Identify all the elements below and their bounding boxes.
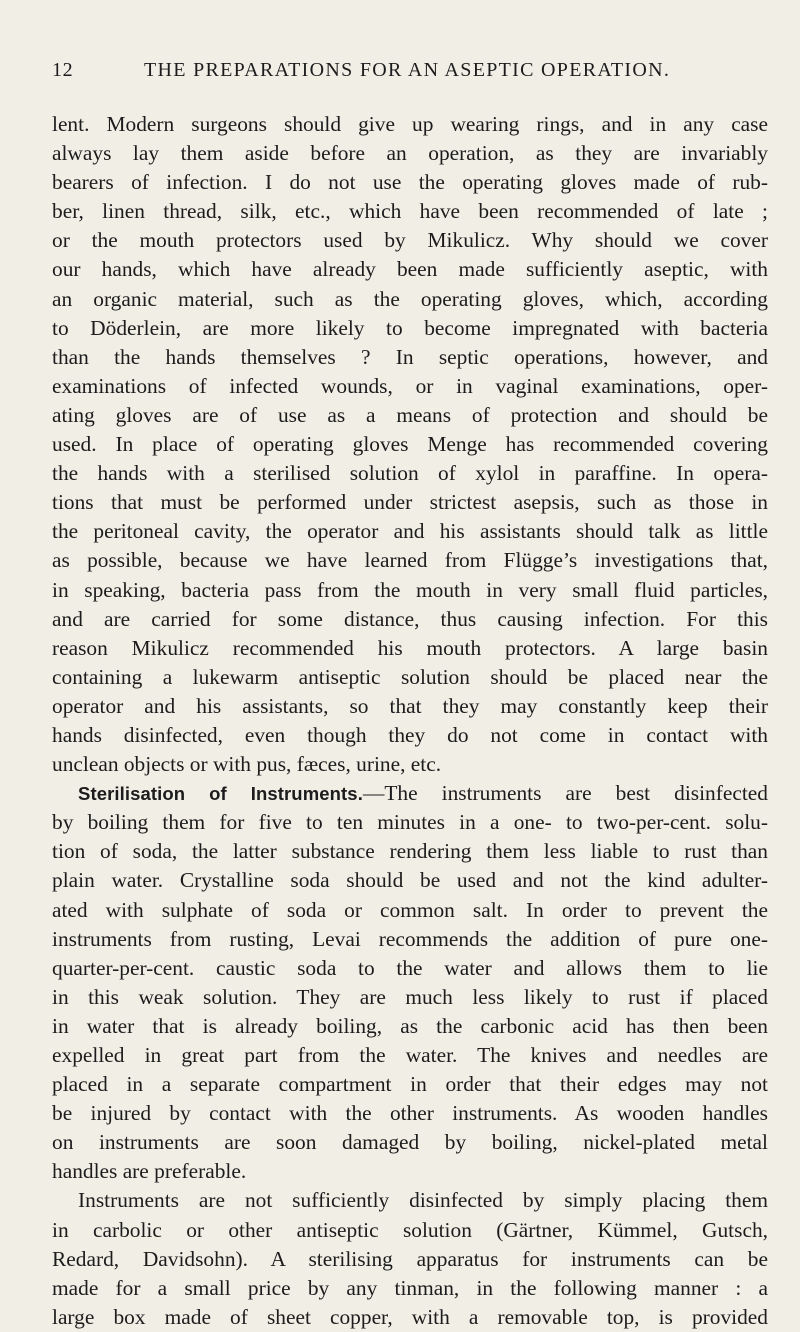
text-line: made for a small price by any tinman, in the following manner : a bbox=[52, 1275, 768, 1300]
text-line: on instruments are soon damaged by boiling, nickel-plated metal bbox=[52, 1130, 768, 1155]
text-line: an organic material, such as the operating gloves, which, according bbox=[52, 286, 768, 311]
text-line: the peritoneal cavity, the operator and his assistants should talk as little bbox=[52, 519, 768, 544]
text-line: examinations of infected wounds, or in vaginal examinations, oper- bbox=[52, 373, 768, 398]
text-line: Redard, Davidsohn). A sterilising apparatus for instruments can be bbox=[52, 1246, 768, 1271]
text-line: our hands, which have already been made sufficiently aseptic, with bbox=[52, 257, 768, 282]
text-line: always lay them aside before an operation, as they are invariably bbox=[52, 141, 768, 166]
text-line: bearers of infection. I do not use the operating gloves made of rub- bbox=[52, 170, 768, 195]
text-line: ated with sulphate of soda or common salt. In order to prevent the bbox=[52, 897, 768, 922]
text-line: the hands with a sterilised solution of xylol in paraffine. In opera- bbox=[52, 461, 768, 486]
text-line: plain water. Crystalline soda should be used and not the kind adulter- bbox=[52, 868, 768, 893]
text-line: operator and his assistants, so that they may constantly keep their bbox=[52, 693, 768, 718]
text-line: ber, linen thread, silk, etc., which have been recommended of late ; bbox=[52, 199, 768, 224]
text-line: in speaking, bacteria pass from the mouth in very small fluid particles, bbox=[52, 577, 768, 602]
text-line: tions that must be performed under strictest asepsis, such as those in bbox=[52, 490, 768, 515]
text-line: as possible, because we have learned from Flügge’s investigations that, bbox=[52, 548, 768, 573]
text-line: or the mouth protectors used by Mikulicz. Why should we cover bbox=[52, 228, 768, 253]
text-line: handles are preferable. bbox=[52, 1159, 247, 1184]
text-line: expelled in great part from the water. The knives and needles are bbox=[52, 1043, 768, 1067]
running-title: THE PREPARATIONS FOR AN ASEPTIC OPERATION. bbox=[144, 59, 671, 81]
text-line: containing a lukewarm antiseptic solution should be placed near the bbox=[52, 664, 768, 689]
text-line: and are carried for some distance, thus causing infection. For this bbox=[52, 606, 768, 631]
text-line: tion of soda, the latter substance rendering them less liable to rust than bbox=[52, 839, 768, 864]
text-line: placed in a separate compartment in order that their edges may not bbox=[52, 1072, 768, 1097]
body-text bbox=[52, 110, 768, 1332]
text-line: than the hands themselves ? In septic operations, however, and bbox=[52, 344, 768, 369]
section-heading: Sterilisation of Instruments. bbox=[78, 783, 363, 805]
text-line: be injured by contact with the other instruments. As wooden handles bbox=[52, 1101, 768, 1126]
text-line: hands disinfected, even though they do not come in contact with bbox=[52, 722, 768, 747]
text-line: large box made of sheet copper, with a removable top, is provided bbox=[52, 1304, 768, 1329]
running-head bbox=[52, 59, 768, 87]
text-line: instruments from rusting, Levai recommends the addition of pure one- bbox=[52, 926, 768, 951]
text-line: in this weak solution. They are much less likely to rust if placed bbox=[52, 984, 768, 1009]
text-line: lent. Modern surgeons should give up wearing rings, and in any case bbox=[52, 112, 768, 136]
text-line: used. In place of operating gloves Menge has recommended covering bbox=[52, 432, 768, 457]
text-line: to Döderlein, are more likely to become impregnated with bacteria bbox=[52, 315, 768, 340]
text-line: reason Mikulicz recommended his mouth protectors. A large basin bbox=[52, 635, 768, 660]
text-line: by boiling them for five to ten minutes in a one- to two-per-cent. solu- bbox=[52, 810, 768, 835]
text-line: in carbolic or other antiseptic solution (Gärtner, Kümmel, Gutsch, bbox=[52, 1217, 768, 1242]
text-line: in water that is already boiling, as the carbonic acid has then been bbox=[52, 1013, 768, 1038]
text-line: unclean objects or with pus, fæces, urine, etc. bbox=[52, 752, 442, 777]
text-line: Instruments are not sufficiently disinfected by simply placing them bbox=[78, 1188, 768, 1213]
text-line: ating gloves are of use as a means of protection and should be bbox=[52, 402, 768, 427]
text-line: quarter-per-cent. caustic soda to the water and allows them to lie bbox=[52, 955, 768, 980]
page-number: 12 bbox=[52, 59, 74, 81]
section-first-line-text: —The instruments are best disinfected bbox=[362, 781, 768, 806]
section-first-line bbox=[52, 779, 768, 808]
